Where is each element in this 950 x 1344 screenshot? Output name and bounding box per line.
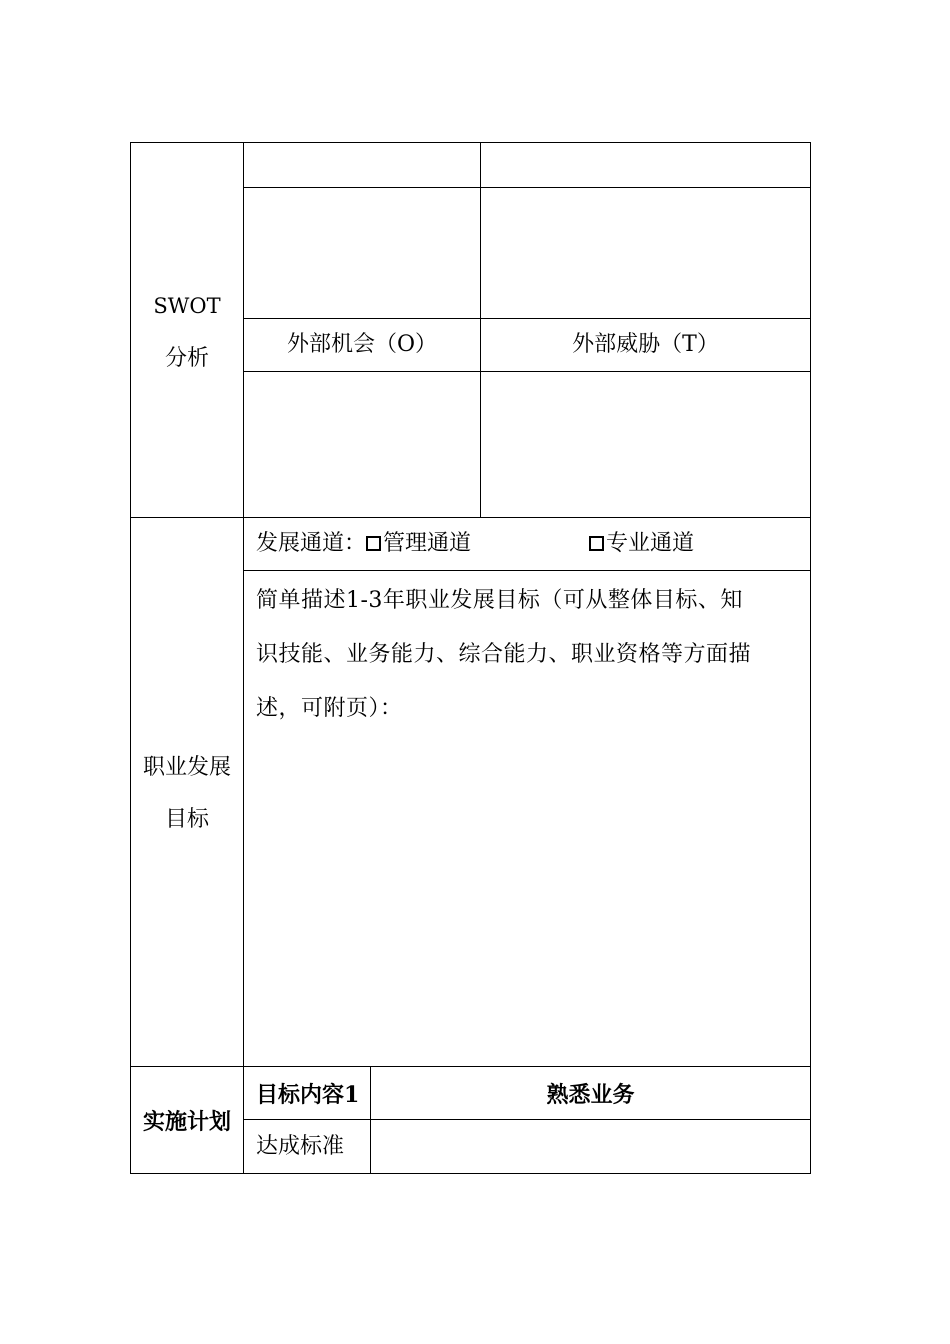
management-checkbox[interactable] bbox=[366, 536, 381, 551]
professional-option-label: 专业通道 bbox=[606, 531, 695, 556]
threat-header: 外部威胁（T） bbox=[572, 332, 719, 357]
goal-content-label: 目标内容1 bbox=[256, 1082, 360, 1108]
channel-label: 发展通道： bbox=[256, 531, 367, 556]
goal-description-line3: 述，可附页）： bbox=[256, 696, 403, 721]
career-goal-label-line1: 职业发展 bbox=[142, 755, 231, 780]
goal-description-line2: 识技能、业务能力、综合能力、职业资格等方面描 bbox=[256, 642, 752, 667]
management-option-label: 管理通道 bbox=[383, 531, 472, 556]
channel-row bbox=[256, 533, 471, 555]
criteria-label: 达成标准 bbox=[256, 1134, 345, 1159]
career-goal-label-line2: 目标 bbox=[164, 807, 209, 832]
goal-content-value: 熟悉业务 bbox=[546, 1082, 635, 1108]
opportunity-header: 外部机会（O） bbox=[286, 332, 438, 357]
goal-description bbox=[256, 574, 751, 736]
goal-description-line1: 简单描述1-3年职业发展目标（可从整体目标、知 bbox=[256, 588, 743, 613]
swot-label-line1: SWOT bbox=[153, 294, 221, 318]
swot-label-line2: 分析 bbox=[164, 346, 209, 371]
implementation-plan-label: 实施计划 bbox=[142, 1109, 231, 1135]
professional-checkbox[interactable] bbox=[589, 536, 604, 551]
professional-option bbox=[589, 533, 694, 555]
